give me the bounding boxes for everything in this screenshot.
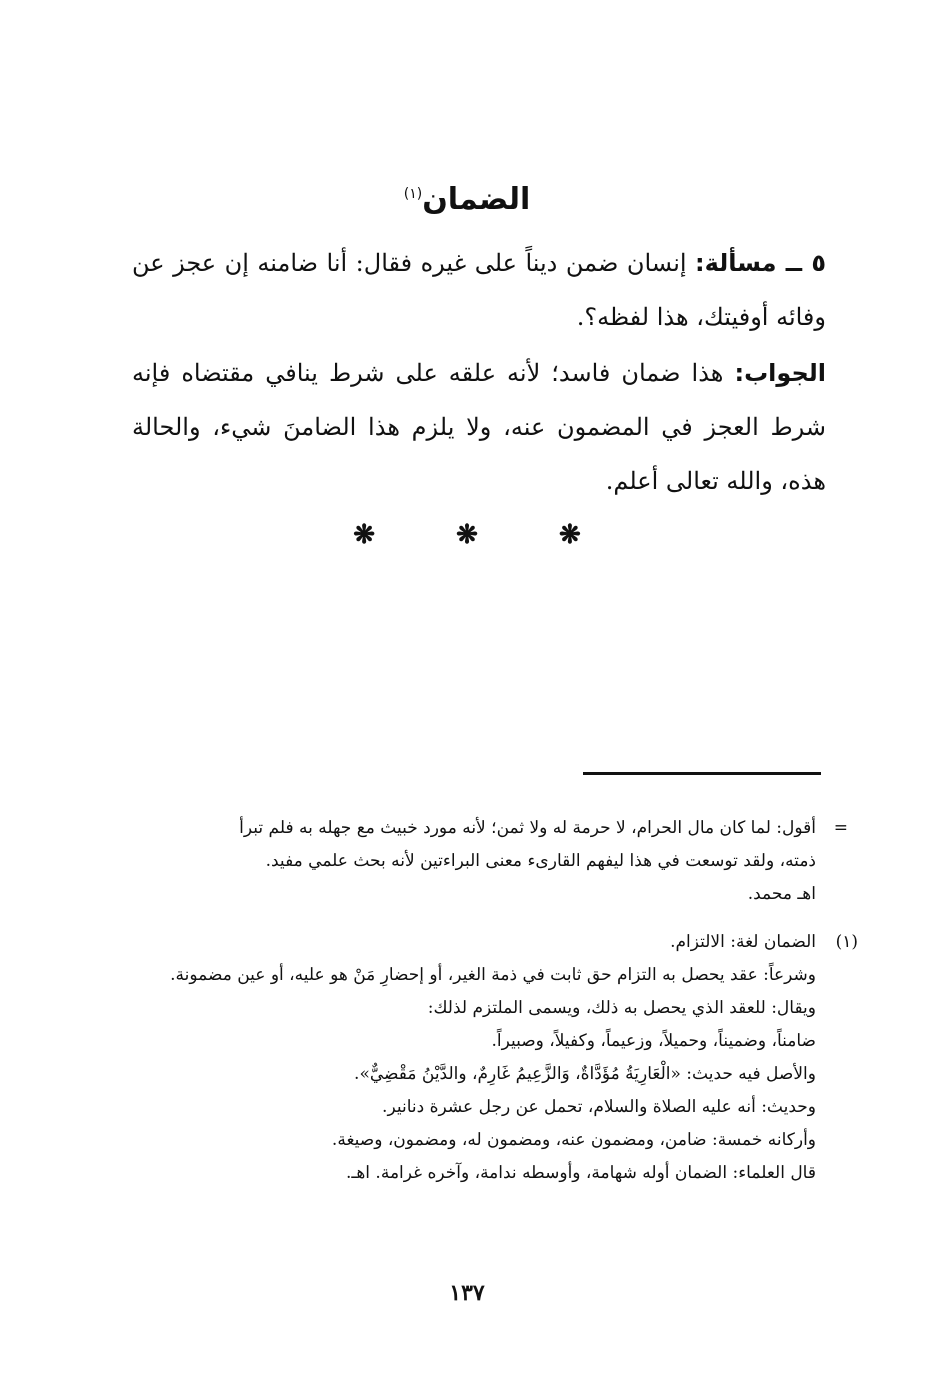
answer-text: هذا ضمان فاسد؛ لأنه علقه على شرط ينافي مقتضاه فإنه شرط العجز في المضمون عنه، ولا يلزم هذا الضامنَ شيء، والحالة هذه، والله تعالى أعلم. <box>132 359 826 495</box>
section-separator <box>0 515 934 555</box>
answer-paragraph <box>132 346 826 508</box>
footnote-continuation <box>132 812 848 911</box>
separator-star-icon: ❋ <box>456 520 478 550</box>
footnote-line: وأركانه خمسة: ضامن، ومضمون عنه، ومضمون له، ومضمون، وصيغة. <box>331 1130 816 1150</box>
footnote-line: وحديث: أنه عليه الصلاة والسلام، تحمل عن رجل عشرة دنانير. <box>382 1097 816 1117</box>
footnote-line: اهـ محمد. <box>747 884 816 904</box>
page-number: ١٣٧ <box>449 1280 485 1306</box>
continuation-marker: = <box>833 818 848 838</box>
question-paragraph <box>132 236 826 344</box>
answer-label: الجواب: <box>734 359 826 387</box>
separator-star-icon: ❋ <box>353 520 376 550</box>
footnote-line: ذمته، ولقد توسعت في هذا ليفهم القارىء معنى البراءتين لأنه بحث علمي مفيد. <box>265 851 816 871</box>
question-label: ٥ ــ مسألة: <box>695 249 826 277</box>
footnote-line: الضمان لغة: الالتزام. <box>670 932 816 952</box>
footnote-line: والأصل فيه حديث: «الْعَارِيَةُ مُؤَدَّاةٌ، وَالزَّعِيمُ غَارِمٌ، والدَّيْنُ مَقْضِيٌّ». <box>354 1064 816 1084</box>
footnote-line: ضامناً، وضميناً، وحميلاً، وزعيماً، وكفيلاً، وصبيراً. <box>491 1031 816 1051</box>
footnote-line: قال العلماء: الضمان أوله شهامة، وأوسطه ندامة، وآخره غرامة. اهـ. <box>345 1163 816 1183</box>
footnote-1-marker: (١) <box>835 932 858 952</box>
section-title <box>0 172 934 222</box>
section-title-text: الضمان <box>422 182 531 217</box>
footnote-reference: (١) <box>403 186 423 202</box>
separator-star-icon: ❋ <box>558 520 581 550</box>
question-text: إنسان ضمن ديناً على غيره فقال: أنا ضامنه إن عجز عن وفائه أوفيتك، هذا لفظه؟. <box>132 249 826 331</box>
footnote-divider <box>583 772 821 775</box>
footnote-line: وشرعاً: عقد يحصل به التزام حق ثابت في ذمة الغير، أو إحضارِ مَنْ هو عليه، أو عين مضمونة. <box>170 965 816 985</box>
footnote-1 <box>132 926 858 1190</box>
footnote-line: ويقال: للعقد الذي يحصل به ذلك، ويسمى الملتزم لذلك: <box>427 998 816 1018</box>
footnote-line: أقول: لما كان مال الحرام، لا حرمة له ولا ثمن؛ لأنه مورد خبيث مع جهله به فلم تبرأ <box>239 818 816 838</box>
